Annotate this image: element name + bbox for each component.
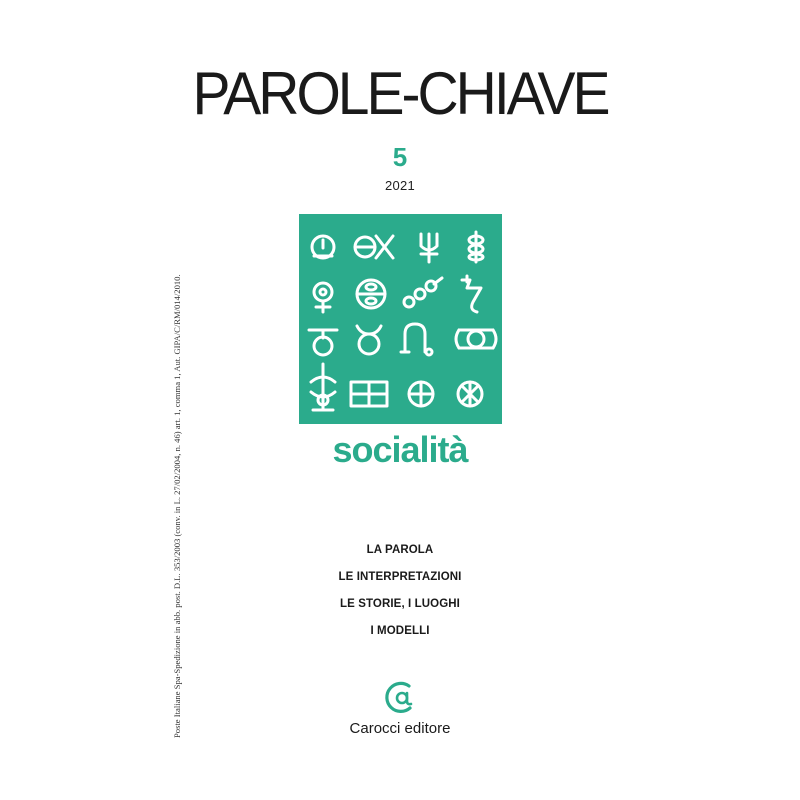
caduceus-cross-symbol-icon [311, 364, 335, 410]
publisher-name: Carocci editore [349, 720, 451, 737]
venus-variant-symbol-icon [314, 283, 332, 312]
window-grid-symbol-icon [351, 382, 387, 406]
power-circle-symbol-icon [312, 236, 334, 258]
magazine-title: PAROLE-CHIAVE [192, 60, 608, 128]
trident-symbol-icon [421, 234, 437, 262]
theme-word: socialità [332, 429, 468, 470]
zigzag-seven-symbol-icon [462, 276, 481, 312]
dollar-stack-symbol-icon [469, 232, 483, 262]
section-item: LE INTERPRETAZIONI [338, 571, 462, 583]
chain-link-symbol-icon [404, 278, 442, 307]
taurus-symbol-icon [357, 326, 381, 354]
issue-year: 2021 [384, 178, 416, 193]
postal-note: Poste Italiane Spa-Spedizione in abb. post. D.L. 353/2003 (conv. in L. 27/02/2004, n. 46) art. 1, comma 1, Aut. GIPA/C/RM/014/2010. [172, 274, 182, 738]
section-list [300, 545, 500, 653]
crossed-circle-symbol-icon [409, 382, 433, 406]
section-item: I MODELLI [370, 625, 430, 637]
issue-number: 5 [392, 142, 408, 172]
eye-circle-symbol-icon [357, 280, 385, 308]
ox-glyph-symbol-icon [355, 236, 393, 258]
carocci-at-logo-icon [380, 677, 420, 717]
section-item: LA PAROLA [366, 544, 434, 556]
wheel-symbol-icon [458, 382, 482, 406]
tau-circle-symbol-icon [309, 330, 337, 355]
winged-circle-symbol-icon [456, 330, 496, 348]
symbol-panel [299, 214, 502, 424]
omega-n-symbol-icon [401, 324, 432, 355]
section-item: LE STORIE, I LUOGHI [340, 598, 460, 610]
